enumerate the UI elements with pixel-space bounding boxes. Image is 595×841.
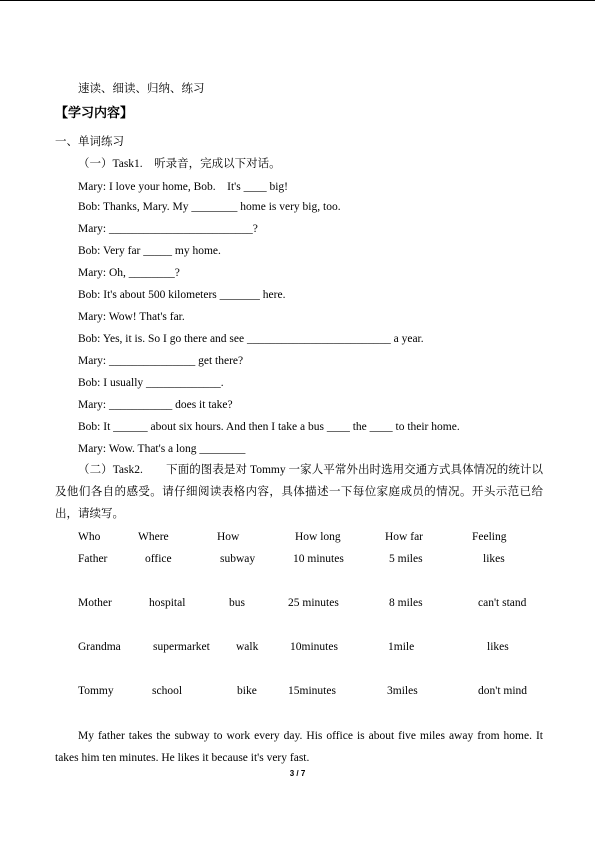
table-cell: walk (236, 641, 259, 653)
table-header: Where (138, 531, 169, 543)
table-cell: likes (483, 553, 505, 565)
dialogue-line: Bob: It's about 500 kilometers _______ here. (78, 289, 286, 301)
table-cell: 10minutes (290, 641, 338, 653)
page-number: 3 / 7 (289, 769, 306, 778)
table-cell: 1mile (388, 641, 415, 653)
dialogue-line: Bob: Thanks, Mary. My ________ home is very big, too. (78, 201, 341, 213)
table-header: Who (78, 531, 101, 543)
task1-intro: （一）Task1. 听录音，完成以下对话。 (78, 158, 281, 170)
part1-heading: 一、单词练习 (55, 136, 124, 148)
table-cell: 25 minutes (288, 597, 339, 609)
section-title: 【学习内容】 (55, 105, 134, 120)
table-cell: Father (78, 553, 108, 565)
dialogue-line: Mary: _______________ get there? (78, 355, 244, 367)
table-cell: Grandma (78, 641, 121, 653)
top-rule (0, 0, 595, 1)
methods-line: 速读、细读、归纳、练习 (78, 83, 205, 95)
dialogue-line: Bob: Yes, it is. So I go there and see _________________________ a year. (78, 333, 424, 345)
table-cell: subway (220, 553, 256, 565)
dialogue-line: Mary: Wow. That's a long ________ (78, 443, 246, 455)
table-cell: 10 minutes (293, 553, 344, 565)
dialogue-line: Mary: ___________ does it take? (78, 399, 233, 411)
dialogue-line: Mary: Oh, ________? (78, 267, 180, 279)
table-cell: don't mind (478, 685, 528, 697)
table-header: Feeling (472, 531, 507, 543)
table-cell: 8 miles (389, 597, 423, 609)
table-header: How far (385, 531, 423, 543)
table-cell: hospital (149, 597, 186, 609)
table-cell: 3miles (387, 685, 418, 697)
table-cell: Mother (78, 597, 112, 609)
table-cell: 15minutes (288, 685, 336, 697)
table-cell: Tommy (78, 685, 114, 697)
table-cell: can't stand (478, 597, 527, 609)
example-paragraph (55, 725, 543, 769)
example-text: My father takes the subway to work every day. His office is about five miles away from home. It takes him ten minutes. He likes it because it's very fast. (55, 730, 543, 764)
dialogue-line: Mary: Wow! That's far. (78, 311, 185, 323)
table-cell: likes (487, 641, 509, 653)
table-cell: bus (229, 597, 245, 609)
dialogue-line: Mary: _________________________? (78, 223, 258, 235)
table-cell: supermarket (153, 641, 210, 653)
dialogue-line: Bob: Very far _____ my home. (78, 245, 221, 257)
table-cell: bike (237, 685, 257, 697)
table-cell: office (145, 553, 172, 565)
table-cell: 5 miles (389, 553, 423, 565)
table-cell: school (152, 685, 183, 697)
dialogue-line: Mary: I love your home, Bob. It's ____ big! (78, 181, 289, 193)
task2-intro (55, 459, 543, 525)
dialogue-line: Bob: I usually _____________. (78, 377, 224, 389)
table-header: How long (295, 531, 341, 543)
table-header: How (217, 531, 240, 543)
dialogue-line: Bob: It ______ about six hours. And then I take a bus ____ the ____ to their home. (78, 421, 460, 433)
task2-intro-text: （二）Task2. 下面的图表是对 Tommy 一家人平常外出时选用交通方式具体情况的统计以及他们各自的感受。请仔细阅读表格内容，具体描述一下每位家庭成员的情况。开头示范已给出，请续写。 (55, 464, 543, 520)
